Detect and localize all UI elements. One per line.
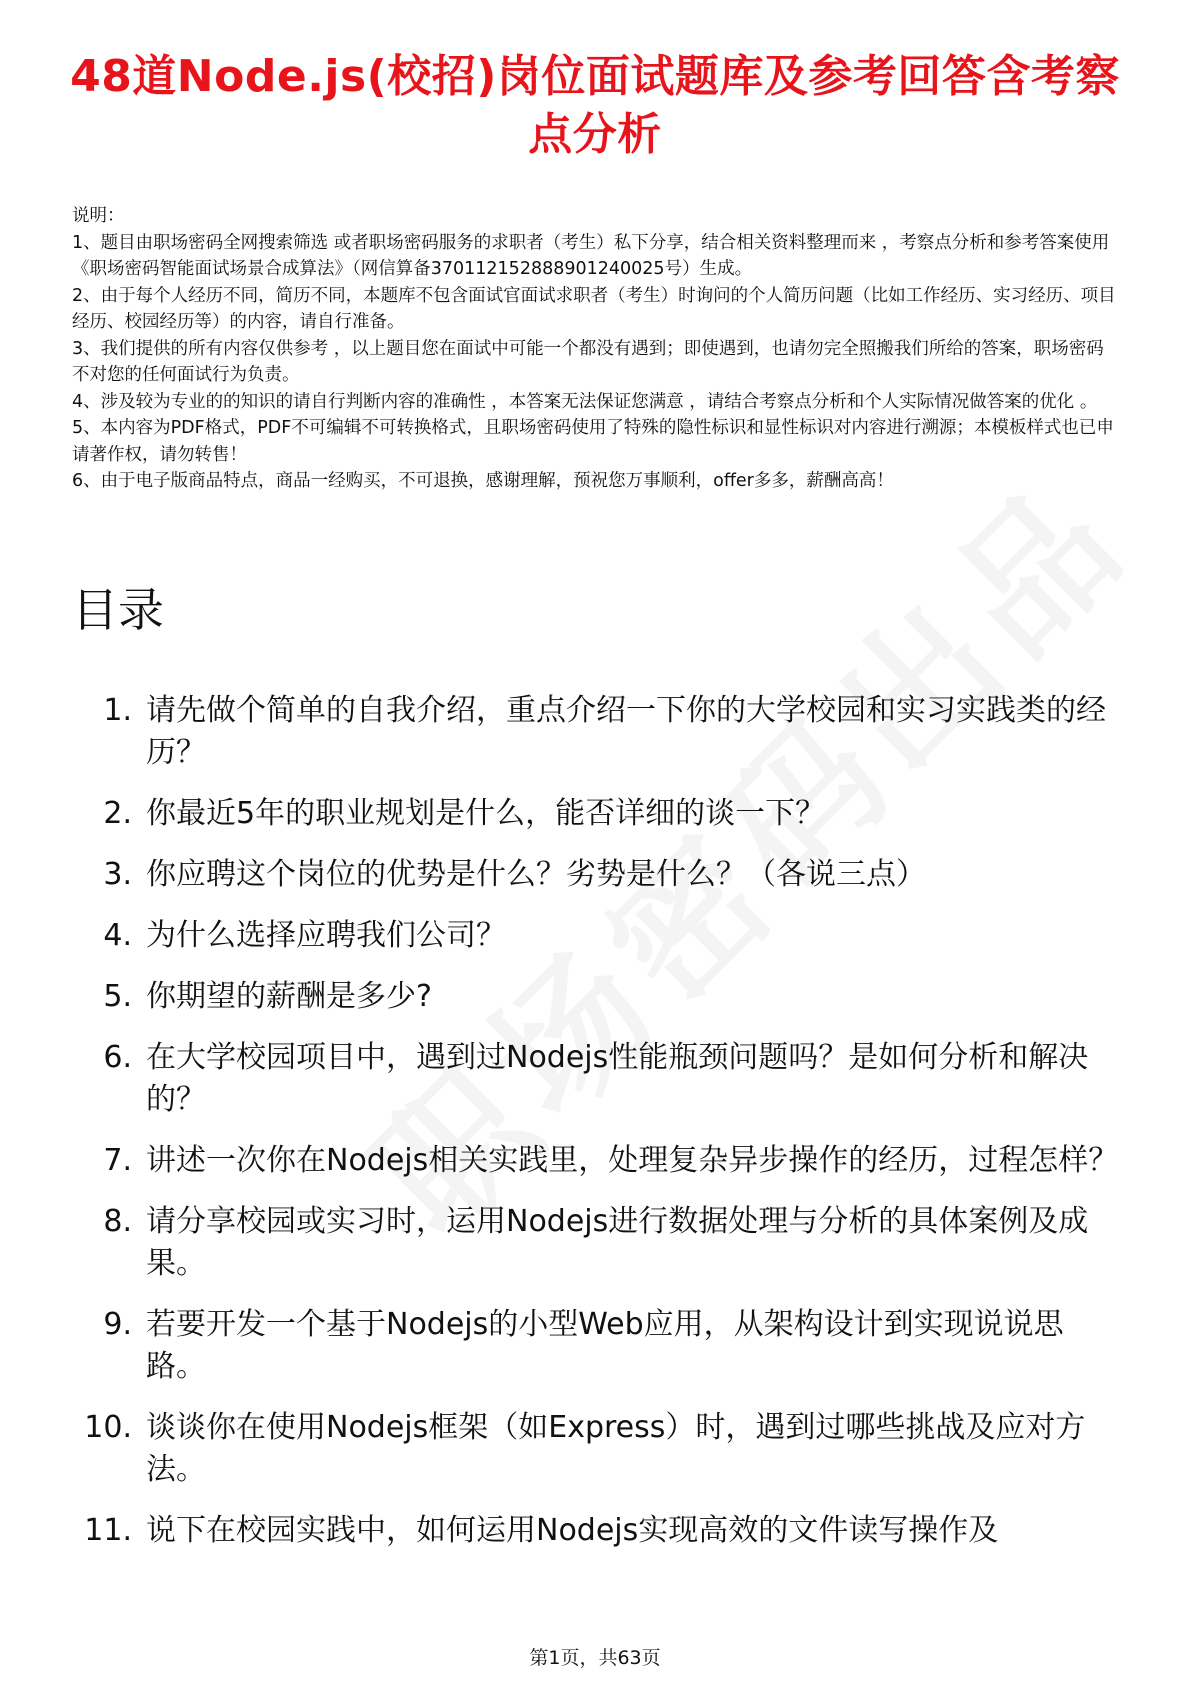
notes-heading: 说明： [72,206,125,226]
toc-item[interactable] [72,854,1122,896]
note-item: 2、由于每个人经历不同，简历不同，本题库不包含面试官面试求职者（考生）时询问的个人简历问题（比如工作经历、实习经历、项目经历、校园经历等）的内容，请自行准备。 [72,285,1116,332]
toc-item-text: 为什么选择应聘我们公司？ [146,918,506,953]
toc-item[interactable] [72,976,1122,1018]
toc-item[interactable] [72,1304,1122,1388]
toc-item-number: 8. [103,1204,132,1239]
toc-item-number: 11. [84,1513,132,1548]
toc-item-text: 你应聘这个岗位的优势是什么？劣势是什么？（各说三点） [146,857,926,892]
toc-item[interactable] [72,793,1122,835]
toc-list [72,690,1122,1571]
toc-item-number: 6. [103,1040,132,1075]
toc-item[interactable] [72,690,1122,774]
toc-item-text: 讲述一次你在Nodejs相关实践里，处理复杂异步操作的经历，过程怎样？ [146,1143,1119,1178]
note-item: 4、涉及较为专业的的知识的请自行判断内容的准确性 ，本答案无法保证您满意 ，请结合考察点分析和个人实际情况做答案的优化 。 [72,391,1098,412]
toc-item-number: 5. [103,979,132,1014]
toc-item-number: 7. [103,1143,132,1178]
note-item: 5、本内容为PDF格式，PDF不可编辑不可转换格式，且职场密码使用了特殊的隐性标识和显性标识对内容进行溯源；本模板样式也已申请著作权，请勿转售！ [72,418,1114,465]
note-item: 3、我们提供的所有内容仅供参考 ，以上题目您在面试中可能一个都没有遇到；即使遇到，也请勿完全照搬我们所给的答案，职场密码不对您的任何面试行为负责。 [72,338,1104,385]
toc-item-text: 请先做个简单的自我介绍，重点介绍一下你的大学校园和实习实践类的经历？ [146,693,1106,770]
note-item: 1、题目由职场密码全网搜索筛选 或者职场密码服务的求职者（考生）私下分享，结合相关资料整理而来 ，考察点分析和参考答案使用《职场密码智能面试场景合成算法》（网信算备370112152888901240025号）生成。 [72,232,1110,279]
toc-item-text: 说下在校园实践中，如何运用Nodejs实现高效的文件读写操作及 [146,1513,999,1548]
toc-item-number: 4. [103,918,132,953]
toc-item-number: 1. [103,693,132,728]
notes-section [72,203,1120,495]
toc-item-text: 请分享校园或实习时，运用Nodejs进行数据处理与分析的具体案例及成果。 [146,1204,1089,1281]
note-item: 6、由于电子版商品特点，商品一经购买，不可退换，感谢理解，预祝您万事顺利，offer多多，薪酬高高！ [72,471,894,491]
page-footer: 第1页，共63页 [529,1647,661,1669]
toc-item-text: 你最近5年的职业规划是什么，能否详细的谈一下？ [146,796,826,831]
toc-heading: 目录 [72,583,164,637]
toc-item-number: 9. [103,1307,132,1342]
toc-item[interactable] [72,915,1122,957]
toc-item-number: 10. [84,1410,132,1445]
document-title: 48道Node.js(校招)岗位面试题库及参考回答含考察点分析 [70,51,1120,160]
toc-item-number: 3. [103,857,132,892]
toc-item-text: 若要开发一个基于Nodejs的小型Web应用，从架构设计到实现说说思路。 [146,1307,1064,1384]
toc-item-text: 谈谈你在使用Nodejs框架（如Express）时，遇到过哪些挑战及应对方法。 [146,1410,1086,1487]
toc-item[interactable] [72,1510,1122,1552]
toc-item-text: 你期望的薪酬是多少? [146,979,432,1014]
toc-item[interactable] [72,1140,1122,1182]
toc-item-text: 在大学校园项目中，遇到过Nodejs性能瓶颈问题吗？是如何分析和解决的？ [146,1040,1089,1117]
toc-item[interactable] [72,1407,1122,1491]
toc-item[interactable] [72,1201,1122,1285]
toc-item-number: 2. [103,796,132,831]
toc-item[interactable] [72,1037,1122,1121]
